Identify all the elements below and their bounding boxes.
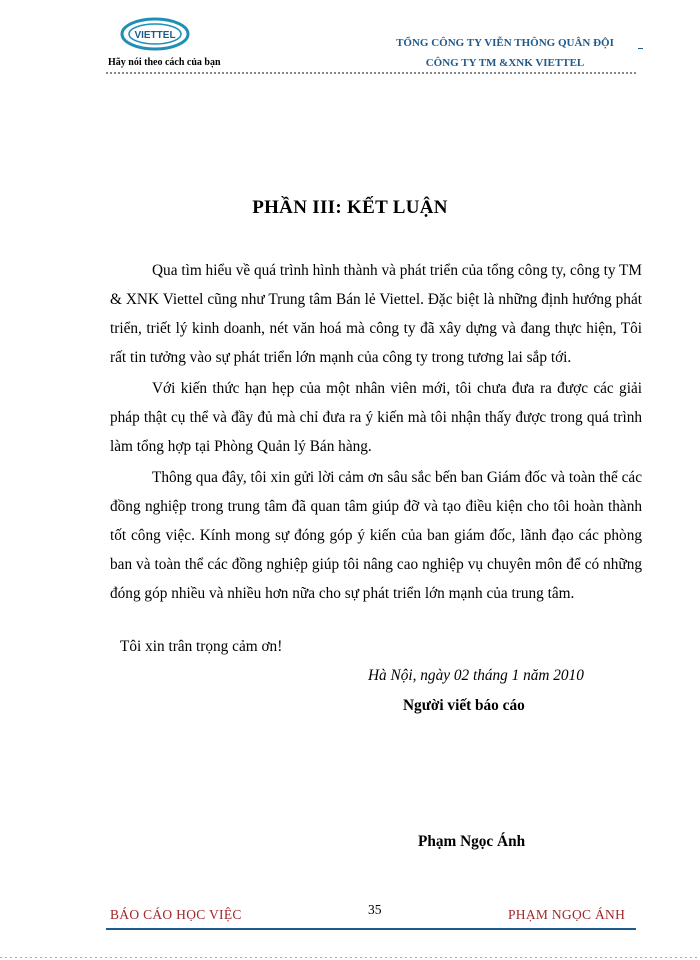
- footer-divider: [106, 928, 636, 930]
- conclusion-body: [110, 256, 642, 610]
- footer-report-title: BÁO CÁO HỌC VIỆC: [110, 907, 242, 922]
- section-title: PHẦN III: KẾT LUẬN: [252, 197, 448, 218]
- footer-author: PHẠM NGỌC ÁNH: [508, 907, 626, 922]
- svg-text:VIETTEL: VIETTEL: [134, 30, 176, 41]
- thanks-line: Tôi xin trân trọng cảm ơn!: [120, 638, 283, 655]
- paragraph-1: Qua tìm hiểu về quá trình hình thành và phát triển của tổng công ty, công ty TM & XNK Viettel cũng như Trung tâm Bán lẻ Viettel. Đặc biệt là những định hướng phát triển, triết lý kinh doanh, nét văn hoá mà công ty đã xây dựng và đang thực hiện, Tôi rất tin tưởng vào sự phát triển lớn mạnh của công ty trong tương lai sắp tới.: [110, 262, 642, 366]
- viettel-logo: [120, 14, 190, 54]
- writer-label: Người viết báo cáo: [403, 697, 525, 714]
- paragraph-3: Thông qua đây, tôi xin gửi lời cảm ơn sâu sắc bến ban Giám đốc và toàn thể các đồng nghiệp trong trung tâm đã quan tâm giúp đỡ và tạo điều kiện cho tôi hoàn thành tốt công việc. Kính mong sự đóng góp ý kiến của ban giám đốc, lãnh đạo các phòng ban và toàn thể các đồng nghiệp giúp tôi nâng cao nghiệp vụ chuyên môn để có những đóng góp nhiều và nhiều hơn nữa cho sự phát triển lớn mạnh của trung tâm.: [110, 469, 642, 602]
- page-header: [0, 0, 700, 80]
- page-number: 35: [368, 902, 382, 917]
- paragraph-2: Với kiến thức hạn hẹp của một nhân viên mới, tôi chưa đưa ra được các giải pháp thật cụ thể và đầy đủ mà chỉ đưa ra ý kiến mà tôi nhận thấy được trong quá trình làm tổng hợp tại Phòng Quản lý Bán hàng.: [110, 380, 642, 455]
- company-name-line2: CÔNG TY TM &XNK VIETTEL: [425, 57, 585, 69]
- slogan: Hãy nói theo cách của bạn: [108, 57, 221, 68]
- place-date: Hà Nội, ngày 02 tháng 1 năm 2010: [368, 667, 584, 684]
- signer-name: Phạm Ngọc Ánh: [418, 833, 526, 850]
- company-name-line1: TỔNG CÔNG TY VIỄN THÔNG QUÂN ĐỘI: [396, 37, 614, 49]
- header-tick: [638, 48, 643, 49]
- header-divider: [106, 72, 636, 74]
- page-bottom-divider: [0, 957, 700, 958]
